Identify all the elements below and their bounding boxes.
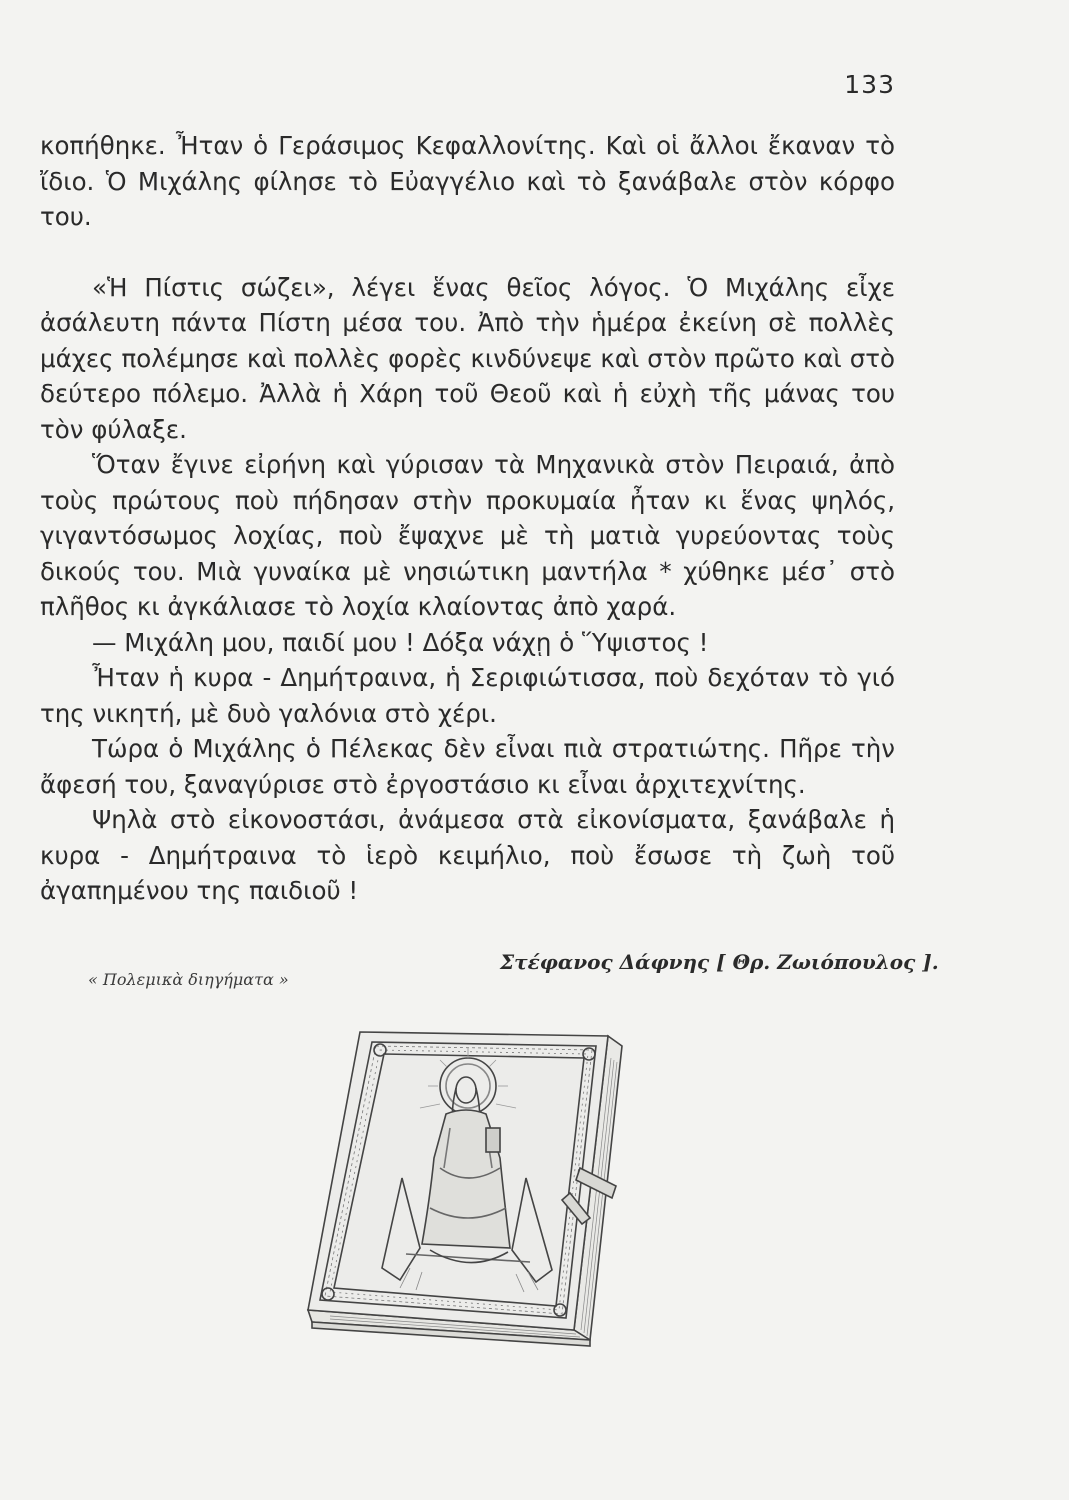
story-text	[40, 128, 895, 909]
paragraph-6: Τώρα ὁ Μιχάλης ὁ Πέλεκας δὲν εἶναι πιὰ στρατιώτης. Πῆρε τὴν ἄφεσή του, ξαναγύρισε στὸ ἐργοστάσιο κι εἶναι ἀρχιτεχνίτης.	[40, 734, 895, 799]
paragraph-2: «Ἡ Πίστις σώζει», λέγει ἕνας θεῖος λόγος. Ὁ Μιχάλης εἶχε ἀσάλευτη πάντα Πίστη μέσα του. Ἀπὸ τὴν ἡμέρα ἐκείνη σὲ πολλὲς μάχες πολέμησε καὶ πολλὲς φορὲς κινδύνεψε καὶ στὸν πρῶτο καὶ στὸ δεύτερο πόλεμο. Ἀλλὰ ἡ Χάρη τοῦ Θεοῦ καὶ ἡ εὐχὴ τῆς μάνας του τὸν φύλαξε.	[40, 272, 895, 444]
book-drawing	[290, 1018, 640, 1358]
paragraph-5: Ἦταν ἡ κυρα - Δημήτραινα, ἡ Σεριφιώτισσα, ποὺ δεχόταν τὸ γιό της νικητή, μὲ δυὸ γαλόνια στὸ χέρι.	[40, 663, 895, 728]
author-signature: Στέφανος Δάφνης [ Θρ. Ζωιόπουλος ].	[500, 950, 939, 974]
dialogue-line: — Μιχάλη μου, παιδί μου ! Δόξα νάχῃ ὁ Ὕψιστος !	[92, 627, 709, 657]
source-citation: « Πολεμικὰ διηγήματα »	[88, 970, 289, 989]
paragraph-1: κοπήθηκε. Ἦταν ὁ Γεράσιμος Κεφαλλονίτης. Καὶ οἱ ἄλλοι ἔκαναν τὸ ἴδιο. Ὁ Μιχάλης φίλησε τὸ Εὐαγγέλιο καὶ τὸ ξανάβαλε στὸν κόρφο του.	[40, 131, 895, 231]
page-number: 133	[844, 70, 895, 99]
paragraph-7: Ψηλὰ στὸ εἰκονοστάσι, ἀνάμεσα στὰ εἰκονίσματα, ξανάβαλε ἡ κυρα - Δημήτραινα τὸ ἱερὸ κειμήλιο, ποὺ ἔσωσε τὴ ζωὴ τοῦ ἀγαπημένου της παιδιοῦ !	[40, 805, 895, 905]
paragraph-3: Ὅταν ἔγινε εἰρήνη καὶ γύρισαν τὰ Μηχανικὰ στὸν Πειραιά, ἀπὸ τοὺς πρώτους ποὺ πήδησαν στὴν προκυμαία ἦταν κι ἕνας ψηλός, γιγαντόσωμος λοχίας, ποὺ ἔψαχνε μὲ τὴ ματιὰ γυρεύοντας τοὺς δικούς του. Μιὰ γυναίκα μὲ νησιώτικη μαντήλα * χύθηκε μέσ᾿ στὸ πλῆθος κι ἀγκάλιασε τὸ λοχία κλαίοντας ἀπὸ χαρά.	[40, 450, 895, 621]
gospel-book-illustration	[290, 1018, 640, 1358]
